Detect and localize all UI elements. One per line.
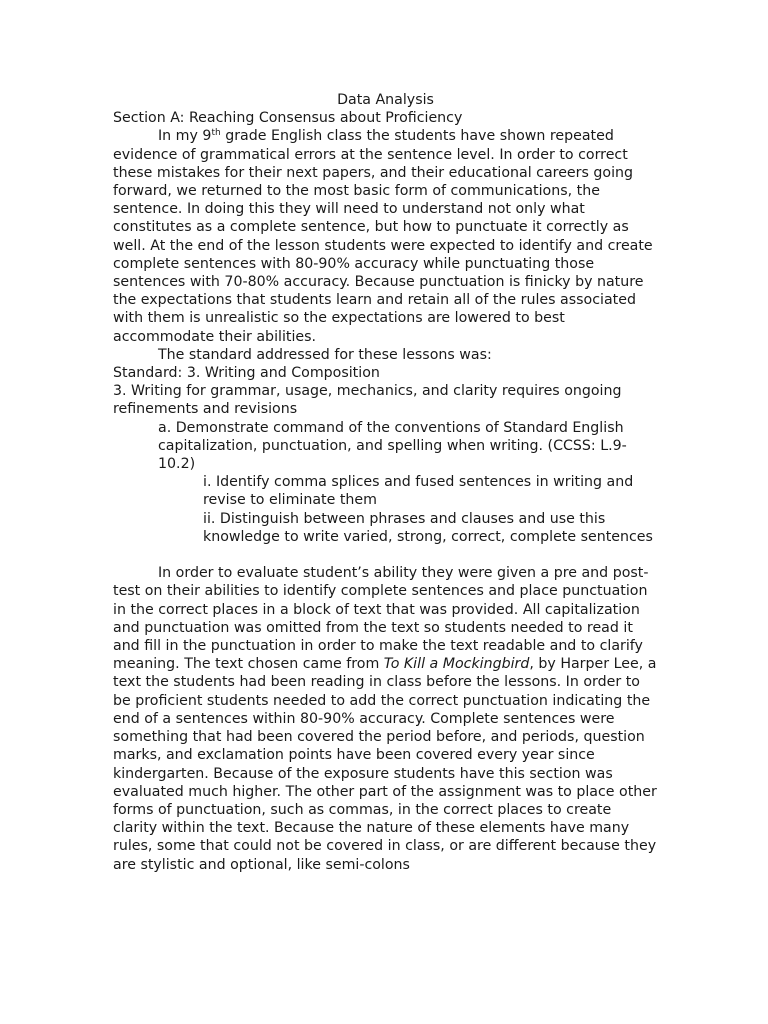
paragraph-evaluation-rest: , by Harper Lee, a text the students had been reading in class before the lessons. In order to be proficient students needed to add the correct punctuation indicating the end of a sentences within 80-90% accuracy. Complete sentences were something that had been covered the period before, and periods, question marks, and exclamation points have been covered every year since kindergarten. Because of the exposure students have this section was evaluated much higher. The other part of the assignment was to place other forms of punctuation, such as commas, in the correct places to create clarity within the text. Because the nature of these elements have many rules, some that could not be covered in class, or are different because they are stylistic and optional, like semi-colons	[113, 656, 657, 873]
standard-line: Standard: 3. Writing and Composition	[113, 365, 380, 382]
paragraph-evaluation	[113, 564, 658, 873]
standard-item-i: i. Identify comma splices and fused sentences in writing and revise to eliminate them	[203, 474, 634, 509]
paragraph-intro-rest: grade English class the students have shown repeated evidence of grammatical errors at the sentence level. In order to correct these mistakes for their next papers, and their educational careers going forward, we returned to the most basic form of communications, the sentence. In doing this they will need to understand not only what constitutes as a complete sentence, but how to punctuate it correctly as well. At the end of the lesson students were expected to identify and create complete sentences with 80-90% accuracy while punctuating those sentences with 70-80% accuracy. Because punctuation is finicky by nature the expectations that students learn and retain all of the rules associated with them is unrealistic so the expectations are lowered to best accommodate their abilities.	[113, 128, 653, 345]
paragraph-intro	[113, 127, 658, 345]
document-title: Data Analysis	[337, 92, 434, 108]
section-heading: Section A: Reaching Consensus about Proficiency	[113, 110, 463, 127]
ordinal-superscript: th	[211, 128, 221, 139]
standard-item-ii: ii. Distinguish between phrases and clauses and use this knowledge to write varied, strong, correct, complete sentences	[203, 510, 653, 545]
document-page	[113, 91, 658, 874]
standard-item-a: a. Demonstrate command of the conventions of Standard English capitalization, punctuation, and spelling when writing. (CCSS: L.9-10.2)	[158, 419, 627, 473]
paragraph-intro-start: In my 9	[158, 128, 212, 145]
standard-item-3: 3. Writing for grammar, usage, mechanics, and clarity requires ongoing refinements and revisions	[113, 383, 622, 418]
blank-line	[113, 546, 658, 564]
paragraph-evaluation-start: In order to evaluate student’s ability they were given a pre and post-test on their abilities to identify complete sentences and place punctuation in the correct places in a block of text that was provided. All capitalization and punctuation was omitted from the text so students needed to read it and fill in the punctuation in order to make the text readable and to clarify meaning. The text chosen came from	[113, 565, 649, 673]
book-title: To Kill a Mockingbird	[383, 656, 530, 673]
paragraph-standard-intro: The standard addressed for these lessons was:	[158, 346, 492, 363]
